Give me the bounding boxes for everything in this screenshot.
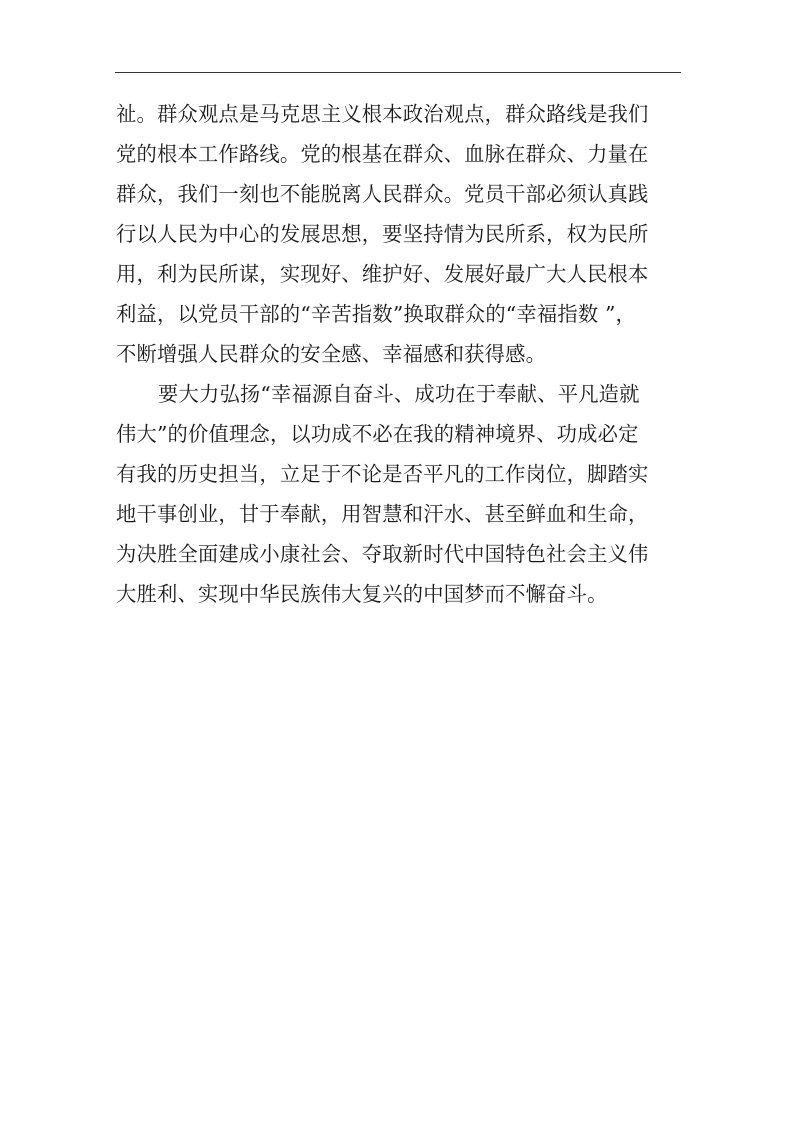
text-line: 为决胜全面建成小康社会、夺取新时代中国特色社会主义伟 <box>116 542 649 566</box>
text-line: 大胜利、实现中华民族伟大复兴的中国梦而不懈奋斗。 <box>116 582 608 606</box>
text-line: 用，利为民所谋，实现好、维护好、发展好最广大人民根本 <box>116 262 649 286</box>
header-rule <box>115 72 681 73</box>
text-line: 党的根本工作路线。党的根基在群众、血脉在群众、力量在 <box>116 142 649 166</box>
text-line: 祉。群众观点是马克思主义根本政治观点，群众路线是我们 <box>116 102 649 126</box>
text-line: 伟大”的价值理念，以功成不必在我的精神境界、功成必定 <box>116 422 639 446</box>
text-line: 群众，我们一刻也不能脱离人民群众。党员干部必须认真践 <box>116 182 649 206</box>
paragraph-1 <box>116 94 682 374</box>
paragraph-2 <box>116 374 682 614</box>
text-line: 要大力弘扬“幸福源自奋斗、成功在于奉献、平凡造就 <box>158 382 640 406</box>
text-line: 利益，以党员干部的“辛苦指数”换取群众的“幸福指数 ”， <box>116 302 636 326</box>
text-line: 有我的历史担当，立足于不论是否平凡的工作岗位，脚踏实 <box>116 462 649 486</box>
text-line: 行以人民为中心的发展思想，要坚持情为民所系，权为民所 <box>116 222 649 246</box>
document-body <box>116 94 682 614</box>
text-line: 不断增强人民群众的安全感、幸福感和获得感。 <box>116 342 547 366</box>
text-line: 地干事创业，甘于奉献，用智慧和汗水、甚至鲜血和生命， <box>116 502 649 526</box>
